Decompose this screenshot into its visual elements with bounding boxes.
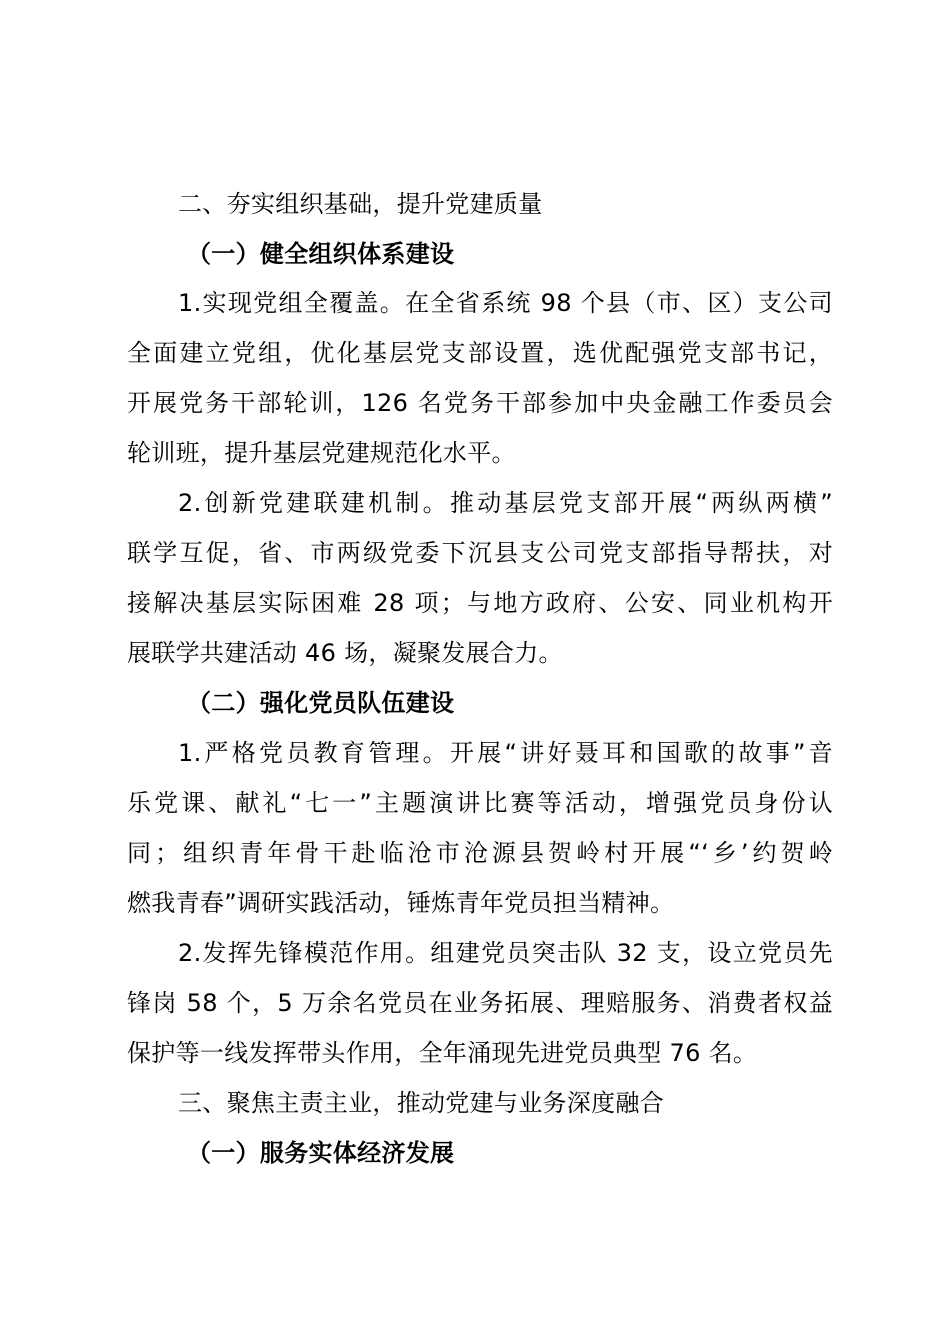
paragraph-line: 锋岗 58 个，5 万余名党员在业务拓展、理赔服务、消费者权益 — [127, 989, 833, 1017]
paragraph-line: 展联学共建活动 46 场，凝聚发展合力。 — [127, 639, 563, 667]
paragraph-line: 联学互促，省、市两级党委下沉县支公司党支部指导帮扶，对 — [127, 539, 833, 567]
subsection-heading: （一）健全组织体系建设 — [187, 240, 455, 268]
paragraph-line: 2.创新党建联建机制。推动基层党支部开展“两纵两横” — [178, 489, 833, 517]
paragraph-line: 全面建立党组，优化基层党支部设置，选优配强党支部书记， — [127, 339, 833, 367]
paragraph-line: 1.严格党员教育管理。开展“讲好聂耳和国歌的故事”音 — [178, 739, 833, 767]
paragraph-line: 轮训班，提升基层党建规范化水平。 — [127, 439, 516, 467]
paragraph-line: 保护等一线发挥带头作用，全年涌现先进党员典型 76 名。 — [127, 1039, 758, 1067]
subsection-heading: （一）服务实体经济发展 — [187, 1139, 455, 1167]
paragraph-line: 接解决基层实际困难 28 项；与地方政府、公安、同业机构开 — [127, 589, 833, 617]
subsection-heading: （二）强化党员队伍建设 — [187, 689, 455, 717]
paragraph-line: 2.发挥先锋模范作用。组建党员突击队 32 支，设立党员先 — [178, 939, 833, 967]
paragraph-line: 1.实现党组全覆盖。在全省系统 98 个县（市、区）支公司 — [178, 289, 833, 317]
section-heading: 三、聚焦主责主业，推动党建与业务深度融合 — [178, 1089, 664, 1117]
paragraph-line: 开展党务干部轮训，126 名党务干部参加中央金融工作委员会 — [127, 389, 833, 417]
section-heading: 二、夯实组织基础，提升党建质量 — [178, 190, 543, 218]
paragraph-line: 同；组织青年骨干赴临沧市沧源县贺岭村开展“‘乡’约贺岭 — [127, 839, 833, 867]
paragraph-line: 燃我青春”调研实践活动，锤炼青年党员担当精神。 — [127, 889, 675, 917]
paragraph-line: 乐党课、献礼“七一”主题演讲比赛等活动，增强党员身份认 — [127, 789, 833, 817]
